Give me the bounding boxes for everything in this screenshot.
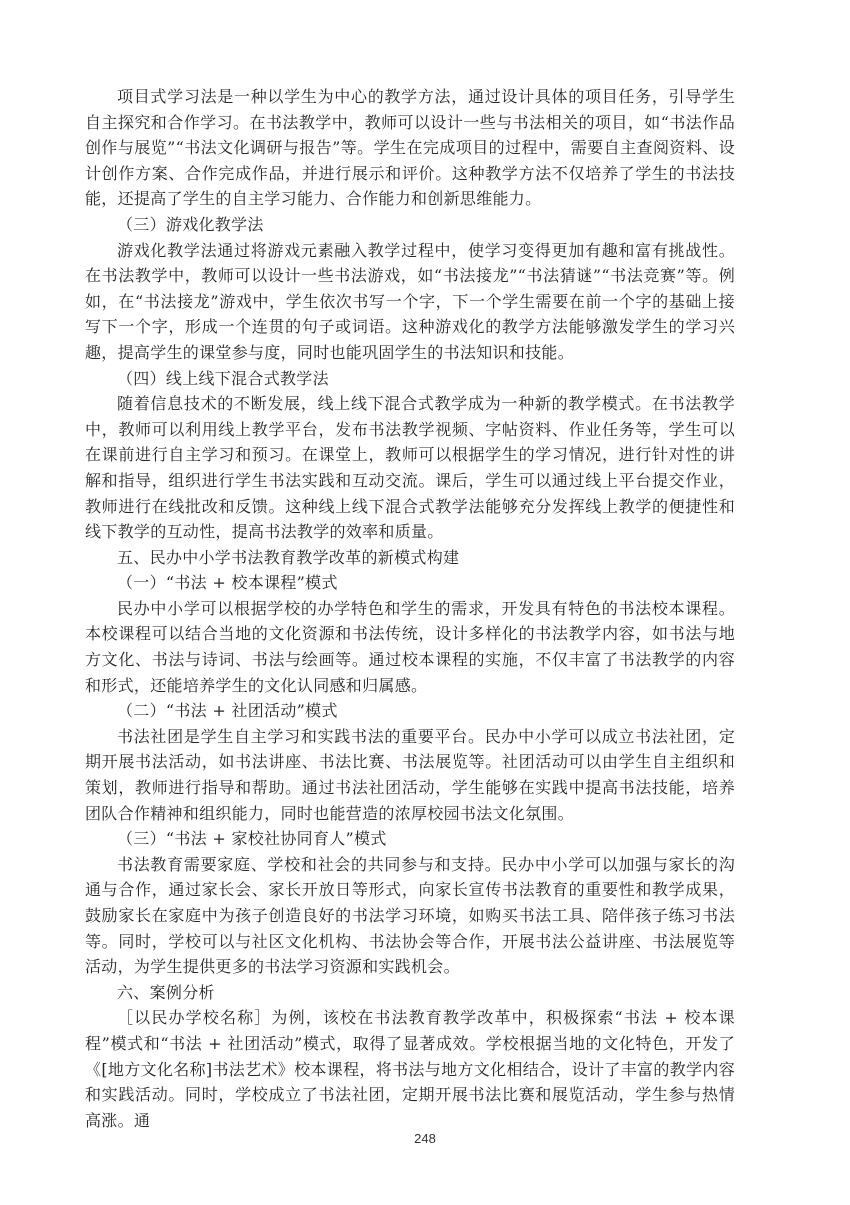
page-number: 248 — [414, 1131, 436, 1146]
paragraph: 项目式学习法是一种以学生为中心的教学方法，通过设计具体的项目任务，引导学生自主探究和合作学习。在书法教学中，教师可以设计一些与书法相关的项目，如“书法作品创作与展览”“书法文化调研与报告”等。学生在完成项目的过程中，需要自主查阅资料、设计创作方案、合作完成作品，并进行展示和评价。这种教学方法不仅培养了学生的书法技能，还提高了学生的自主学习能力、合作能力和创新思维能力。 — [85, 87, 735, 209]
paragraph: 书法教育需要家庭、学校和社会的共同参与和支持。民办中小学可以加强与家长的沟通与合作，通过家长会、家长开放日等形式，向家长宣传书法教育的重要性和教学成果，鼓励家长在家庭中为孩子创造良好的书法学习环境，如购买书法工具、陪伴孩子练习书法等。同时，学校可以与社区文化机构、书法协会等合作，开展书法公益讲座、书法展览等活动，为学生提供更多的书法学习资源和实践机会。 — [85, 854, 735, 977]
paragraph: ［以民办学校名称］为例，该校在书法教育教学改革中，积极探索“书法 + 校本课程”模式和“书法 + 社团活动”模式，取得了显著成效。学校根据当地的文化特色，开发了《[地方文化名称]书法艺术》校本课程，将书法与地方文化相结合，设计了丰富的教学内容和实践活动。同时，学校成立了书法社团，定期开展书法比赛和展览活动，学生参与热情高涨。通 — [85, 1008, 735, 1130]
page-body-text — [85, 84, 735, 1133]
section-heading: （二）“书法 + 社团活动”模式 — [117, 701, 338, 721]
paragraph: 民办中小学可以根据学校的办学特色和学生的需求，开发具有特色的书法校本课程。本校课程可以结合当地的文化资源和书法传统，设计多样化的书法教学内容，如书法与地方文化、书法与诗词、书法与绘画等。通过校本课程的实施，不仅丰富了书法教学的内容和形式，还能培养学生的文化认同感和归属感。 — [85, 598, 735, 695]
section-heading: （三）“书法 + 家校社协同育人”模式 — [117, 829, 387, 849]
paragraph: 书法社团是学生自主学习和实践书法的重要平台。民办中小学可以成立书法社团，定期开展书法活动，如书法讲座、书法比赛、书法展览等。社团活动可以由学生自主组织和策划，教师进行指导和帮助。通过书法社团活动，学生能够在实践中提高书法技能，培养团队合作精神和组织能力，同时也能营造的浓厚校园书法文化氛围。 — [85, 726, 735, 823]
section-heading: （四）线上线下混合式教学法 — [117, 368, 329, 388]
section-heading: （三）游戏化教学法 — [117, 214, 264, 234]
section-heading: 五、民办中小学书法教育教学改革的新模式构建 — [117, 547, 460, 567]
paragraph: 游戏化教学法通过将游戏元素融入教学过程中，使学习变得更加有趣和富有挑战性。在书法教学中，教师可以设计一些书法游戏，如“书法接龙”“书法猜谜”“书法竞赛”等。例如，在“书法接龙”游戏中，学生依次书写一个字，下一个学生需要在前一个字的基础上接写下一个字，形成一个连贯的句子或词语。这种游戏化的教学方法能够激发学生的学习兴趣，提高学生的课堂参与度，同时也能巩固学生的书法知识和技能。 — [85, 240, 735, 362]
section-heading: （一）“书法 + 校本课程”模式 — [117, 573, 338, 593]
paragraph: 随着信息技术的不断发展，线上线下混合式教学成为一种新的教学模式。在书法教学中，教师可以利用线上教学平台，发布书法教学视频、字帖资料、作业任务等，学生可以在课前进行自主学习和预习。在课堂上，教师可以根据学生的学习情况，进行针对性的讲解和指导，组织进行学生书法实践和互动交流。课后，学生可以通过线上平台提交作业，教师进行在线批改和反馈。这种线上线下混合式教学法能够充分发挥线上教学的便捷性和线下教学的互动性，提高书法教学的效率和质量。 — [85, 394, 735, 542]
page-footer — [0, 1130, 850, 1148]
section-heading: 六、案例分析 — [117, 982, 215, 1002]
